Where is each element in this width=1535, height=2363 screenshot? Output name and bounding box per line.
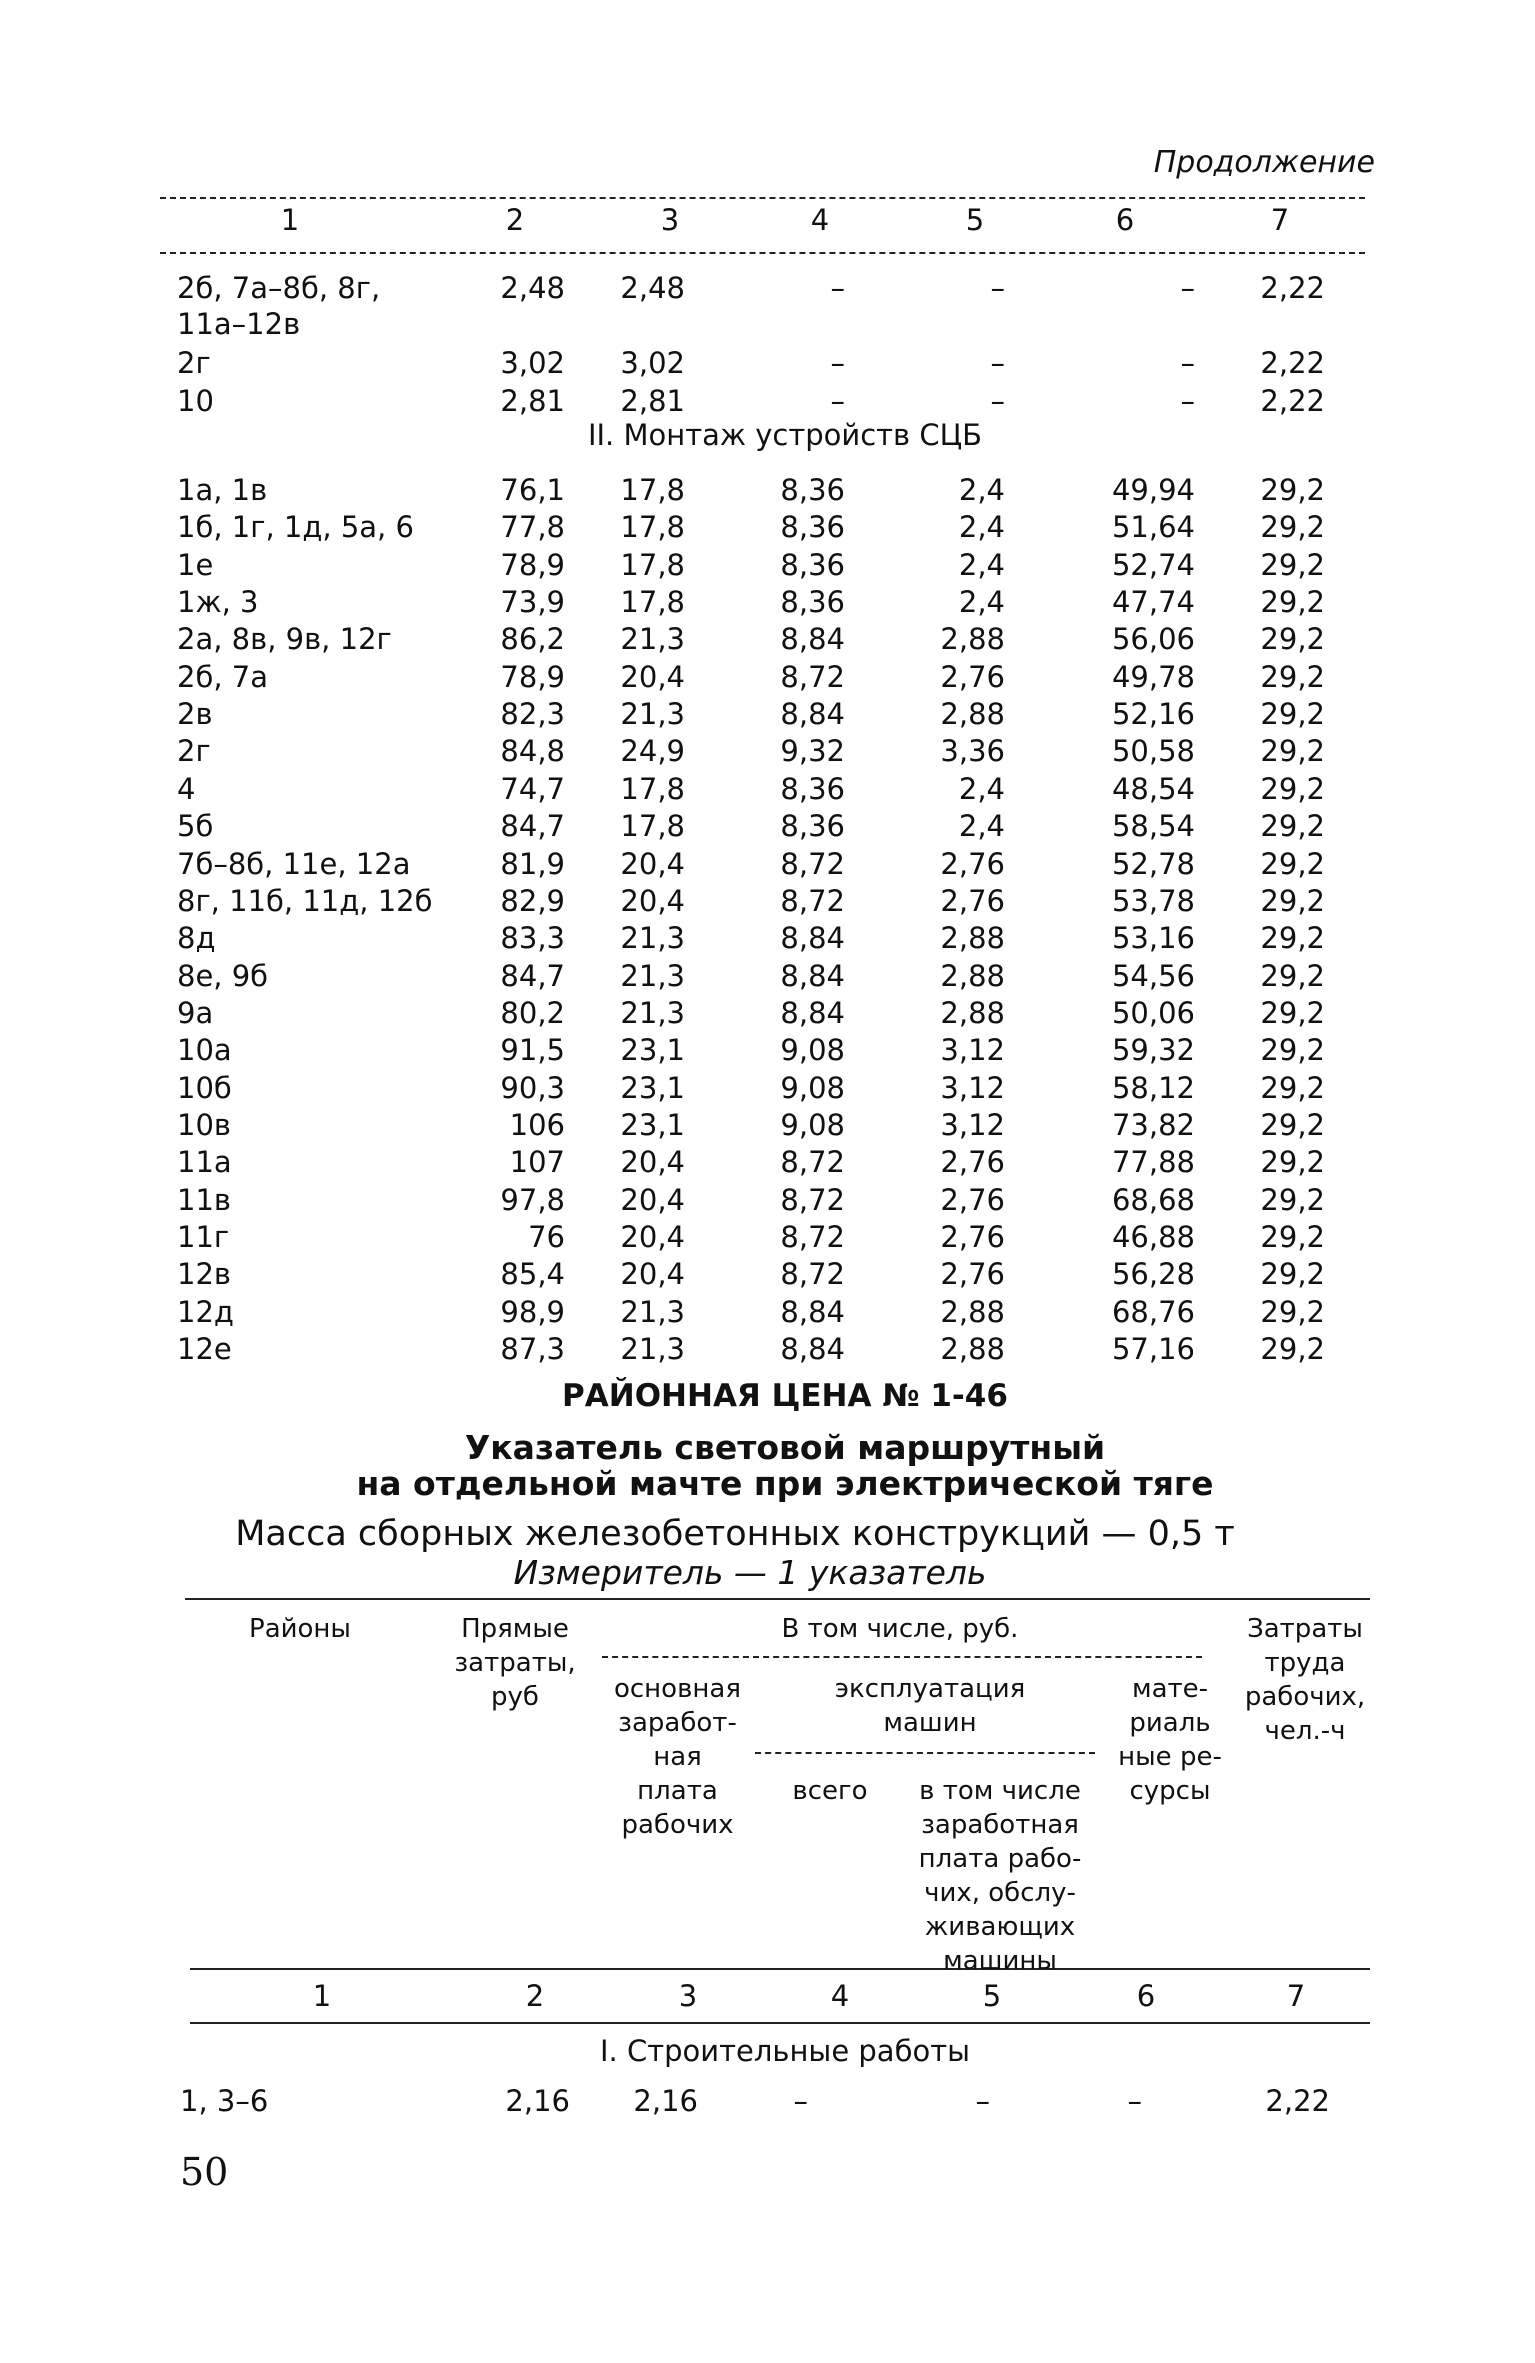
table-cell: 2,76 [940,1145,1005,1179]
table-cell: 8,36 [780,585,845,619]
table-cell: – [975,2084,990,2118]
row-label: 10в [177,1108,231,1142]
header-machine-wage: в том числе заработная плата рабо- чих, обслу- живающих машины [918,1776,1082,1976]
table-cell: 8,36 [780,772,845,806]
table-cell: 2,22 [1260,384,1325,418]
table-cell: 8,72 [780,1257,845,1291]
table-cell: – [830,384,845,418]
table-cell: – [990,346,1005,380]
table-cell: 21,3 [620,996,685,1030]
table-cell: – [990,271,1005,305]
table-cell: 17,8 [620,585,685,619]
table-cell: 77,8 [500,510,565,544]
table-cell: 29,2 [1260,622,1325,656]
row-label: 10 [177,384,214,418]
table-cell: 84,7 [500,959,565,993]
section-heading-construction: I. Строительные работы [599,2034,970,2068]
table-cell: 52,78 [1111,847,1195,881]
table-cell: 29,2 [1260,660,1325,694]
table-cell: 8,36 [780,809,845,843]
table-cell: 74,7 [500,772,565,806]
table-cell: 2,4 [958,473,1005,507]
table-cell: 57,16 [1111,1332,1195,1366]
table-cell: 8,72 [780,884,845,918]
table-cell: 17,8 [620,510,685,544]
table-cell: 8,84 [780,697,845,731]
bottom-columns-rule [190,2022,1370,2024]
mass-line: Масса сборных железобетонных конструкций — 0,5 т [235,1514,1235,1554]
table-cell: 2,76 [940,1183,1005,1217]
column-number: 1 [280,203,300,237]
table-cell: 8,84 [780,1295,845,1329]
table-cell: – [1180,346,1195,380]
table-cell: 21,3 [620,622,685,656]
table-cell: 2,22 [1265,2084,1330,2118]
table-cell: 2,76 [940,660,1005,694]
table-cell: 2,88 [940,1332,1005,1366]
table-cell: 29,2 [1260,996,1325,1030]
column-number: 5 [982,1979,1002,2013]
table-cell: 56,06 [1111,622,1195,656]
row-label: 2а, 8в, 9в, 12г [177,622,392,656]
table-cell: 2,76 [940,847,1005,881]
table-cell: 29,2 [1260,1108,1325,1142]
table-cell: 21,3 [620,697,685,731]
column-number: 7 [1286,1979,1306,2013]
column-number: 7 [1270,203,1290,237]
table-cell: 21,3 [620,1295,685,1329]
table-cell: 8,72 [780,660,845,694]
table-cell: 29,2 [1260,697,1325,731]
table-cell: 78,9 [500,548,565,582]
header-labor-costs: Затраты труда рабочих, чел.-ч [1244,1614,1366,1746]
table-cell: 17,8 [620,473,685,507]
table-cell: 48,54 [1111,772,1195,806]
row-label: 11а [177,1145,232,1179]
table-cell: 8,84 [780,1332,845,1366]
table-cell: 73,82 [1111,1108,1195,1142]
table-top-rule [160,197,1365,199]
table-cell: 29,2 [1260,1071,1325,1105]
table-cell: 76,1 [500,473,565,507]
table-cell: 9,08 [780,1071,845,1105]
table-cell: 3,12 [940,1108,1005,1142]
table-cell: 2,81 [620,384,685,418]
table-cell: 73,9 [500,585,565,619]
table-cell: 20,4 [620,1145,685,1179]
header-regions: Районы [249,1614,351,1644]
table-cell: 77,88 [1111,1145,1195,1179]
bottom-header-rule [190,1968,1370,1970]
table-cell: 29,2 [1260,809,1325,843]
column-number: 4 [810,203,830,237]
row-label: 1б, 1г, 1д, 5а, 6 [177,510,414,544]
table-cell: 8,36 [780,473,845,507]
table-cell: 20,4 [620,884,685,918]
table-cell: 49,78 [1111,660,1195,694]
table-cell: 2,48 [620,271,685,305]
table-cell: 17,8 [620,548,685,582]
column-number: 6 [1136,1979,1156,2013]
table-cell: 21,3 [620,921,685,955]
table-cell: 78,9 [500,660,565,694]
table-cell: 2,88 [940,996,1005,1030]
table-cell: 3,36 [940,734,1005,768]
table-cell: 2,76 [940,1257,1005,1291]
row-label: 12в [177,1257,231,1291]
row-label: 2в [177,697,213,731]
column-number: 2 [525,1979,545,2013]
header-including: В том числе, руб. [781,1614,1019,1644]
table-cell: 8,36 [780,510,845,544]
table-cell: 3,02 [620,346,685,380]
table-cell: 56,28 [1111,1257,1195,1291]
table-cell: 106 [509,1108,565,1142]
column-number: 6 [1115,203,1135,237]
table-cell: 29,2 [1260,1332,1325,1366]
table-cell: 54,56 [1111,959,1195,993]
table-cell: – [990,384,1005,418]
table-cell: 90,3 [500,1071,565,1105]
table-cell: 53,78 [1111,884,1195,918]
row-label: 10б [177,1071,232,1105]
table-cell: 8,72 [780,1145,845,1179]
section-heading-montage: II. Монтаж устройств СЦБ [587,418,983,452]
table-cell: 20,4 [620,660,685,694]
table-cell: 23,1 [620,1033,685,1067]
table-cell: 29,2 [1260,473,1325,507]
bottom-table-top-rule [185,1598,1370,1600]
row-label: 7б–8б, 11е, 12а [177,847,411,881]
row-label: 1, 3–6 [180,2084,269,2118]
table-cell: 68,76 [1111,1295,1195,1329]
row-label: 5б [177,809,214,843]
table-cell: 29,2 [1260,1295,1325,1329]
table-cell: – [830,346,845,380]
table-cell: 76 [528,1220,565,1254]
table-cell: 23,1 [620,1071,685,1105]
header-total: всего [792,1776,868,1806]
table-cell: – [1127,2084,1142,2118]
row-label: 11г [177,1220,230,1254]
row-label: 1ж, 3 [177,585,259,619]
table-cell: 24,9 [620,734,685,768]
column-number: 3 [660,203,680,237]
table-cell: 29,2 [1260,1145,1325,1179]
row-label: 2б, 7а–8б, 8г, [177,271,381,305]
table-cell: 3,12 [940,1033,1005,1067]
table-cell: 2,4 [958,772,1005,806]
table-cell: 49,94 [1111,473,1195,507]
header-direct-costs: Прямые затраты, руб [454,1614,576,1712]
table-cell: 17,8 [620,772,685,806]
table-cell: 29,2 [1260,1257,1325,1291]
table-cell: 20,4 [620,1257,685,1291]
table-cell: 29,2 [1260,585,1325,619]
table-cell: 2,76 [940,1220,1005,1254]
table-cell: 84,8 [500,734,565,768]
table-cell: 8,84 [780,959,845,993]
table-cell: 29,2 [1260,734,1325,768]
table-cell: 86,2 [500,622,565,656]
table-cell: 29,2 [1260,1033,1325,1067]
row-label: 1а, 1в [177,473,268,507]
row-label: 1е [177,548,214,582]
column-number: 1 [312,1979,332,2013]
table-cell: – [1180,384,1195,418]
table-cell: 50,58 [1111,734,1195,768]
table-cell: 2,88 [940,622,1005,656]
table-cell: 21,3 [620,959,685,993]
row-label: 8д [177,921,216,955]
column-number: 5 [965,203,985,237]
table-cell: 2,22 [1260,346,1325,380]
row-label: 12е [177,1332,232,1366]
table-cell: 52,16 [1111,697,1195,731]
table-cell: 58,54 [1111,809,1195,843]
table-cell: 23,1 [620,1108,685,1142]
table-cell: 2,76 [940,884,1005,918]
row-label: 2г [177,346,211,380]
table-cell: 2,48 [500,271,565,305]
row-label: 12д [177,1295,234,1329]
row-label: 8е, 9б [177,959,269,993]
table-cell: 29,2 [1260,772,1325,806]
table-cell: 8,84 [780,921,845,955]
table-cell: 8,36 [780,548,845,582]
table-cell: 91,5 [500,1033,565,1067]
row-label-cont: 11а–12в [177,307,301,341]
table-cell: 2,22 [1260,271,1325,305]
table-cell: 9,08 [780,1108,845,1142]
table-cell: – [830,271,845,305]
table-cell: 81,9 [500,847,565,881]
table-cell: 47,74 [1111,585,1195,619]
table-cell: 52,74 [1111,548,1195,582]
row-label: 10а [177,1033,232,1067]
table-cell: 3,02 [500,346,565,380]
table-cell: 59,32 [1111,1033,1195,1067]
column-number: 4 [830,1979,850,2013]
table-cell: 2,4 [958,548,1005,582]
table-cell: 82,9 [500,884,565,918]
table-cell: 2,4 [958,585,1005,619]
table-cell: 20,4 [620,1183,685,1217]
table-header-bottom-rule [160,252,1365,254]
table-cell: 29,2 [1260,510,1325,544]
table-cell: 29,2 [1260,548,1325,582]
table-cell: 97,8 [500,1183,565,1217]
page-number: 50 [180,2150,229,2194]
table-cell: 2,88 [940,921,1005,955]
table-cell: 2,88 [940,697,1005,731]
header-machines: эксплуатация машин [834,1674,1026,1738]
table-cell: 53,16 [1111,921,1195,955]
table-cell: 84,7 [500,809,565,843]
table-cell: 9,08 [780,1033,845,1067]
table-cell: 98,9 [500,1295,565,1329]
table-cell: 17,8 [620,809,685,843]
row-label: 2г [177,734,211,768]
row-label: 11в [177,1183,231,1217]
table-cell: 8,72 [780,1220,845,1254]
table-cell: – [793,2084,808,2118]
table-cell: 8,84 [780,622,845,656]
table-cell: 29,2 [1260,1220,1325,1254]
table-cell: 68,68 [1111,1183,1195,1217]
table-cell: 87,3 [500,1332,565,1366]
table-cell: 46,88 [1111,1220,1195,1254]
item-title-line2: на отдельной мачте при электрической тяге [356,1464,1214,1503]
table-cell: 29,2 [1260,921,1325,955]
table-cell: 83,3 [500,921,565,955]
table-cell: 107 [509,1145,565,1179]
table-cell: 20,4 [620,1220,685,1254]
row-label: 2б, 7а [177,660,268,694]
table-cell: 29,2 [1260,959,1325,993]
table-cell: 2,81 [500,384,565,418]
header-base-wage: основная заработ- ная плата рабочих [613,1674,741,1840]
row-label: 4 [177,772,196,806]
including-rule [602,1656,1202,1658]
table-cell: 2,88 [940,959,1005,993]
unit-line: Измеритель — 1 указатель [513,1553,987,1592]
table-cell: 85,4 [500,1257,565,1291]
table-cell: 50,06 [1111,996,1195,1030]
table-cell: 8,72 [780,847,845,881]
column-number: 3 [678,1979,698,2013]
table-cell: 29,2 [1260,847,1325,881]
table-cell: 3,12 [940,1071,1005,1105]
table-cell: 82,3 [500,697,565,731]
machines-rule [755,1752,1095,1754]
table-cell: 29,2 [1260,884,1325,918]
table-cell: 2,88 [940,1295,1005,1329]
table-cell: 2,16 [633,2084,698,2118]
row-label: 8г, 11б, 11д, 12б [177,884,433,918]
price-heading: РАЙОННАЯ ЦЕНА № 1-46 [562,1378,1008,1414]
table-cell: 21,3 [620,1332,685,1366]
row-label: 9а [177,996,214,1030]
table-cell: 2,16 [505,2084,570,2118]
header-materials: мате- риаль ные ре- сурсы [1118,1674,1222,1806]
table-cell: 9,32 [780,734,845,768]
table-cell: 80,2 [500,996,565,1030]
continuation-label: Продолжение [1153,145,1375,180]
table-cell: 8,84 [780,996,845,1030]
table-cell: – [1180,271,1195,305]
table-cell: 8,72 [780,1183,845,1217]
item-title-line1: Указатель световой маршрутный [464,1428,1106,1467]
table-cell: 51,64 [1111,510,1195,544]
table-cell: 2,4 [958,510,1005,544]
table-cell: 2,4 [958,809,1005,843]
table-cell: 58,12 [1111,1071,1195,1105]
column-number: 2 [505,203,525,237]
table-cell: 29,2 [1260,1183,1325,1217]
table-cell: 20,4 [620,847,685,881]
